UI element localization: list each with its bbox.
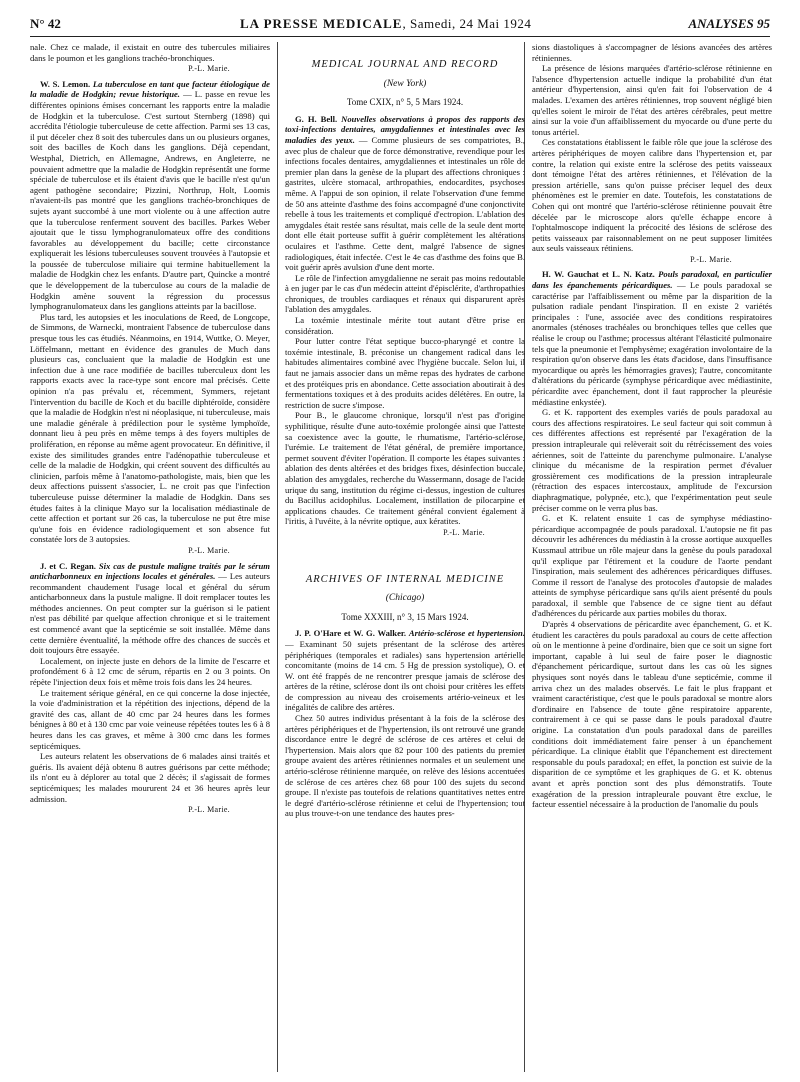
- journal-heading: MEDICAL JOURNAL AND RECORD: [311, 59, 499, 70]
- article-paragraph: Ces constatations établissent le faible rôle que joue la sclérose des artères périphériques de moyen calibre dans l'hypertension et, par contre, la relation qui existe entre la sclérose des petits vaisseaux dont témoigne l'état des artères rétiniennes, et l'élévation de la pression artérielle, sans qu'on puisse préciser lequel des deux phénomènes est le premier en date. Toutefois, les constatations de Cohen qui ont montré que l'artério-sclérose rétinienne pouvait être décelée par le microscope alors qu'elle échappe encore à l'ophtalmoscope indiquent la précocité des lésions de sclérose des petits vaisseaux par raisonnablement on ne peut supposer limitées aux seuls vaisseaux rétiniens.: [532, 137, 772, 254]
- article-paragraph: G. et K. relatent ensuite 1 cas de symphyse médiastino-péricardique accompagnée de pouls paradoxal. L'autopsie ne fit pas découvrir les adhérences du médiastin à la crosse aortique auxquelles Kussmaul attribue un rôle majeur dans la genèse du pouls paradoxal qu'il explique par l'étirement et la coudure de l'aorte pendant l'inspiration, mais seulement des adhérences péricardiques diffuses. Comme il ressort de l'analyse des protocoles d'autopsie de malades atteints de symphyse péricardique sans qu'ils aient présenté du pouls paradoxal, il semble que l'absence de ce signe tient au défaut d'adhérences du péricarde aux parties mobiles du thorax.: [532, 513, 772, 619]
- journal-name: LA PRESSE MEDICALE: [240, 16, 403, 31]
- column-rule: [277, 42, 278, 1072]
- article-title: Artério-sclérose et hypertension.: [408, 628, 525, 639]
- journal-heading: ARCHIVES OF INTERNAL MEDICINE: [305, 573, 505, 585]
- article-regan: [30, 561, 270, 816]
- article-author: J. P. O'Hare et W. G. Walker.: [295, 628, 407, 639]
- article-title: Nouvelles observations à propos des rapports des toxi-infections dentaires, amygdaliennes et intestinales avec les maladies des yeux.: [285, 113, 525, 145]
- article-bell: [285, 114, 525, 539]
- continued-text: nale. Chez ce malade, il existait en outre des tubercules miliaires dans le poumon et les ganglions trachéo-bronchiques.: [30, 42, 270, 63]
- article-paragraph: Chez 50 autres individus présentant à la fois de la sclérose des artères périphériques et de l'hypertension, ils ont retrouvé une grande discordance entre le degré de sclérose de ces artères et celui de l'hypertension. Mais alors que 82 pour 100 des patients du premier groupe avaient des artères rétiniennes normales et un seulement une artério-sclérose rétinienne marquée, on relève des lésions accentuées de sclérose de ces artères chez 68 pour 100 des sujets du second groupe. Il n'existe pas toutefois de relations quantitatives nettes entre le degré d'artério-sclérose rétinienne et celui de l'hypertension; tout au plus trouve-t-on une tendance des hautes pres-: [285, 713, 525, 819]
- article-body: — Examinant 50 sujets présentant de la sclérose des artères périphériques (temporales et radiales) sans hypertension artérielle concomitante (moins de 14 cm. 5 Hg de pression systolique), O. et W. ont été frappés de ne rencontrer presque jamais de sclérose des artères de la rétine, sclérose dont ils ont choisi pour critères les effets de compression au niveau des croisements artério-veineux et les inégalités de calibre des artères.: [285, 638, 525, 713]
- article-paragraph: Plus tard, les autopsies et les inoculations de Reed, de Longcope, de Simmons, de Warnecki, montraient l'absence de tuberculose dans presque tous les cas étudiés. Néanmoins, en 1914, Wuttke, O. Meyer, Löffelmann, mettant en évidence des granules de Much dans plusieurs cas, concluaient que la maladie de Hodgkin est une infection due à une race modifiée de bacilles tuberculeux dont les rapports exacts avec la race-type sont encore mal précisés. Cette opinion n'a pas prévalu et, récemment, Symmers, rejetant l'intervention du bacille de Koch et du bacille diphtéroïde, considère que la maladie de Hodgkin n'est ni néoplasique, ni tuberculeuse, mais une maladie générale à prédilection pour le système lymphoïde, donnant lieu à peu près en même temps à des foyers multiples de prolifération, en réponse au même agent provocateur. En définitive, il existe des similitudes grandes entre l'adénopathie tuberculeuse et celle de la maladie de Hodgkin, qui créent souvent des difficultés au clinicien, parfois même à l'anatomo-pathologiste, mais, bien que les deux affections puissent s'associer, L. ne croit pas que l'infection tuberculeuse puisse déterminer la maladie de Hodgkin. Dans ses études faites à la clinique Mayo sur la localisation médiastinale de cette affection et portant sur 26 cas, la tuberculose ne put être mise qu'une fois en évidence radiologiquement et son absence fut constatée lors de 3 autopsies.: [30, 311, 270, 545]
- continued-text: sions diastoliques à s'accompagner de lésions avancées des artères rétiniennes.: [532, 42, 772, 63]
- article-body: — Les auteurs recommandent chaudement l'usage local et général du sérum anticharbonneux dans la pustule maligne. Il doit remplacer toutes les méthodes anciennes. On peut compter sur la guérison si le patient n'est pas débilité par quelque affection chronique et si le traitement est commencé avant que la septicémie se soit installée. Même dans cette dernière éventualité, la méthode offre des chances de succès et doit toujours être essayée.: [30, 571, 270, 656]
- signature: P.-L. Marie.: [188, 64, 230, 74]
- article-author: H. W. Gauchat et L. N. Katz.: [542, 269, 655, 280]
- article-paragraph: La présence de lésions marquées d'artério-sclérose rétinienne en l'absence d'hypertension actuelle indique la probabilité d'un état antérieur d'hypertension, ainsi qu'en fait foi l'observation de 4 malades. L'examen des artères rétiniennes, trop souvent négligé bien qu'elles soient le miroir de l'état des artères cérébrales, peut mettre ainsi sur la voie d'un affaiblissement du myocarde ou d'une perte du tonus artériel.: [532, 63, 772, 137]
- article-body: — Le pouls paradoxal se caractérise par l'affaiblissement ou même par la disparition de la pulsation radiale pendant l'inspiration. Il en existe 2 variétés principales : l'une, associée avec des conditions respiratoires anormales (sténoses trachéales ou bronchiques telles que celles que réalise le croup ou l'asthme; processus altérant l'élasticité pulmonaire tels que la pneumonie et l'emphysème; exagération involontaire de la respiration qu'on observe dans les états d'acidose, dans l'insuffisance myocardique ou après les hémorragies graves); l'autre, concomitante d'altérations du péricarde (symphyse péricardique avec médiastinite, péricardite avec épanchement, dont il faut rapprocher la pleurésie médiastine enkystée).: [532, 280, 772, 407]
- article-paragraph: Le traitement sérique général, en ce qui concerne la dose injectée, la voie d'administration et la répétition des injections, dépend de la gravité des cas, allant de 40 cmc par 24 heures dans les formes bénignes à 80 et à 130 cmc par voie veineuse répétées toutes les 6 à 8 heures dans les cas graves, et même à 300 cmc dans les formes septicémiques.: [30, 687, 270, 751]
- article-ohare: [285, 628, 525, 819]
- issue-date: , Samedi, 24 Mai 1924: [402, 16, 532, 31]
- article-paragraph: Pour lutter contre l'état septique bucco-pharyngé et contre la toxémie intestinale, B. préconise un changement radical dans les habitudes alimentaires combiné avec l'hygiène buccale. Selon lui, il faut ne jamais associer dans un même repas des hydrates de carbone et des protéiques pris en abondance. Cette association aboutirait à des fermentations toxiques et à des produits acides délétères. En outre, la restriction de sucre s'impose.: [285, 336, 525, 410]
- article-paragraph: Pour B., le glaucome chronique, lorsqu'il n'est pas d'origine syphilitique, résulte d'une auto-toxémie prolongée ainsi que l'atteste sa coexistence avec la goutte, le rhumatisme, l'artério-sclérose, l'urémie. Le traitement de l'état général, de première importance, permet souvent d'éviter l'opération. Il comporte les étapes suivantes : ablation des dents altérées et des bridges fixes, désinfection buccale, ablation des amygdales, recherche du Wassermann, dosage de l'acide urique du sang, institution du régime ci-dessus, ingestion de cultures du Bacillus acidophilus. Localement, instillation de pilocarpine et applications chaudes. Ce traitement général convient également à l'iritis, à l'uvéite, à la névrite optique, aux kératites.: [285, 410, 525, 527]
- article-paragraph: La toxémie intestinale mérite tout autant d'être prise en considération.: [285, 315, 525, 336]
- article-title: Pouls paradoxal, en particulier dans les épanchements péricardiques.: [532, 269, 772, 291]
- signature: P.-L. Marie.: [188, 805, 230, 815]
- article-author: G. H. Bell.: [295, 113, 338, 124]
- article-paragraph: Localement, on injecte juste en dehors de la limite de l'escarre et profondément 6 à 12 cmc de sérum, répartis en 2 ou 3 points. On répète l'injection deux fois et même trois fois dans les 24 heures.: [30, 655, 270, 688]
- running-title: [240, 16, 531, 32]
- article-author: J. et C. Regan.: [40, 560, 96, 571]
- article-title: La tuberculose en tant que facteur étiologique de la maladie de Hodgkin; revue historique.: [30, 78, 270, 100]
- column-left: [30, 42, 270, 1072]
- article-body: — Comme plusieurs de ses compatriotes, B., avec plus de chaleur que de force démonstrative, revendique pour les infections focales dentaires, amygdaliennes et intestinales un rôle de premier plan dans la genèse de la plupart des affections chroniques : gastrites, ulcère stomacal, arthropathies, endocardites, psychoses même. A l'appui de son opinion, il relate l'observation d'une femme de 50 ans atteinte d'asthme des foins accompagné d'une conjonctivite rebelle à tous les traitements et compliqué d'ectropion. L'ablation des amygdales était restée sans résultat, mais celle de la seule dent morte dont elle était porteuse suffit à guérir complètement les altérations oculaires et l'asthme. Cette dent, malgré l'absence de signes radiologiques, était infectée. C'est le 4e cas d'asthme des foins que B. voit guérir après avulsion d'une dent morte.: [285, 134, 525, 273]
- page-header: [30, 14, 770, 37]
- article-author: W. S. Lemon.: [40, 78, 91, 89]
- column-middle: [285, 42, 525, 1072]
- signature: P.-L. Marie.: [443, 527, 485, 537]
- article-paragraph: G. et K. rapportent des exemples variés de pouls paradoxal au cours des affections respiratoires. Le seul facteur qui soit commun à ces différentes affections est représenté par l'exagération de la pression intrapleurale qui relèverait soit du rétrécissement des voies aériennes, soit de l'atteinte du parenchyme pulmonaire. L'analyse clinique du mécanisme de la respiration permet d'évaluer grossièrement ces modifications de la pression intrapleurale (rétraction des espaces intercostaux, amplitude de l'excursion diaphragmatique, polypnée, etc.), que l'expérimentation peut seule préciser comme on le verra plus bas.: [532, 407, 772, 513]
- article-body: — L. passe en revue les différentes opinions émises concernant les rapports entre la maladie de Hodgkin et la tuberculose. C'est surtout Sternberg (1898) qui accrédita l'étiologie tuberculeuse de cette affection. Parmi ses 13 cas, il put déceler chez 8 soit des tubercules dans un ou plusieurs organes, soit des bacilles de Koch dans les ganglions. Déjà cependant, Westphal, Dietrich, en Allemagne, Andrews, en Angleterre, ne pouvaient admettre que la maladie de Hodgkin représentât une forme spéciale de tuberculose et ils étaient d'avis que le bacille n'est qu'un agent pathogène secondaire; Pizzini, Northrup, Holt, Loomis n'avaient-ils pas montré que les ganglions trachéo-bronchiques de sujets ayant succombé à une mort violente ou à une affection autre que la tuberculose renferment souvent des bacilles. Parkes Weber ajoutait que le tissu lymphogranulomateux offre des conditions favorables au développement du bacille; cette circonstance expliquerait les lésions tuberculeuses souvent trouvées à l'autopsie et la poussée de tuberculose miliaire qui termine habituellement la maladie de Hodgkin chez les enfants. D'autre part, Quincke a montré que le développement de la tuberculose au cours de la maladie de Hodgkin amène souvent la régression du processus lymphogranulomateux dans les ganglions atteints par la bacillose.: [30, 89, 270, 312]
- column-right: [532, 42, 772, 1072]
- journal-issue: Tome CXIX, n° 5, 5 Mars 1924.: [346, 97, 464, 108]
- journal-city: (New York): [383, 78, 427, 89]
- article-lemon: [30, 79, 270, 557]
- signature: P.-L. Marie.: [690, 254, 732, 264]
- article-title: Six cas de pustule maligne traités par le sérum anticharbonneux en injections locales et générales.: [30, 560, 270, 582]
- journal-city: (Chicago): [385, 593, 425, 604]
- article-paragraph: Les auteurs relatent les observations de 6 malades ainsi traités et guéris. Ils avaient déjà obtenu 8 autres guérisons par cette méthode; ils n'ont eu à déplorer au total que 2 décès; il s'agissait de formes septicémiques; les malades moururent 24 et 36 heures après leur admission.: [30, 751, 270, 804]
- article-gauchat-katz: [532, 269, 772, 809]
- page-number: N° 42: [30, 16, 61, 31]
- article-paragraph: Le rôle de l'infection amygdalienne ne serait pas moins redoutable à en juger par le cas d'un médecin atteint d'épisclérite, d'arthropathies chroniques, de troubles cardiaques et rénaux qui disparurent après l'ablation des amygdales.: [285, 272, 525, 315]
- section-title: ANALYSES 95: [688, 16, 770, 31]
- article-paragraph: D'après 4 observations de péricardite avec épanchement, G. et K. étudient les caractères du pouls paradoxal au cours de cette affection où on le mentionne à peine d'ordinaire, bien que ce soit un signe fort important, capable à lui seul de faire poser le diagnostic d'épanchement péricardique, surtout dans les cas où les signes physiques sont noyés dans le tableau d'une septicémie, comme il arriva chez un des malades observés. Le fait le plus frappant et vraiment caractéristique, c'est que le pouls paradoxal se montre alors d'ordinaire en l'absence de toute gêne respiratoire apparente, contrairement à ce qui se passe dans le pouls paradoxal d'autre origine. La constatation d'un pouls paradoxal dans de pareilles conditions doit immédiatement faire penser à un épanchement péricardique. La clinique établit que l'épanchement est directement responsable du pouls paradoxal; en effet, la ponction est suivie de la disparition de ce symptôme et les graphiques de G. et K. obtenus avant et après ponction sont des plus démonstratifs. Toute exagération de la pression intrapleurale pouvant être exclue, le facteur essentiel nécessaire à la production de l'anomalie du pouls: [532, 619, 772, 810]
- signature: P.-L. Marie.: [188, 545, 230, 555]
- journal-issue: Tome XXXIII, n° 3, 15 Mars 1924.: [341, 611, 469, 622]
